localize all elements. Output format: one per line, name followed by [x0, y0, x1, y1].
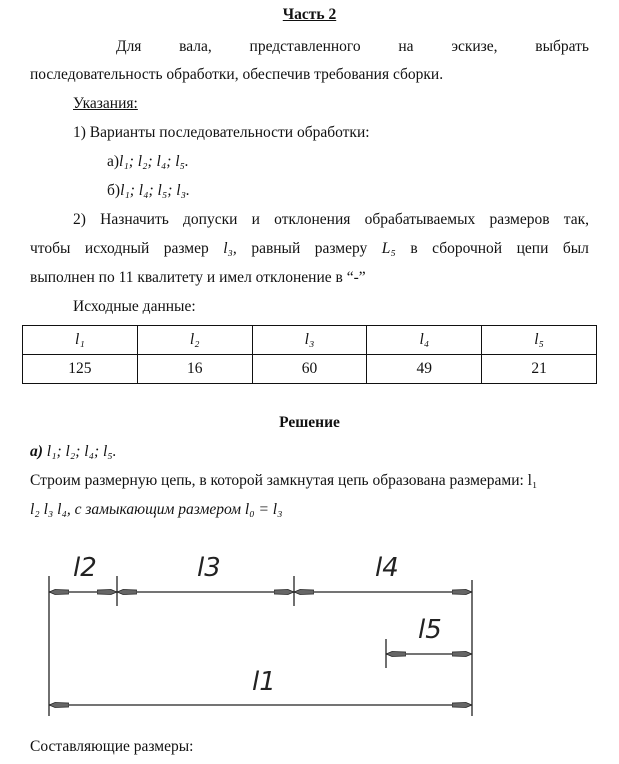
solution-variant-a — [30, 443, 117, 461]
variant-prefix: а) — [30, 443, 43, 460]
label-l2: l2 — [73, 553, 97, 583]
table-cell: 49 — [367, 355, 482, 384]
table-header: l₄ — [367, 326, 482, 355]
variant-prefix: б) — [107, 182, 121, 199]
word: цепи — [516, 240, 549, 257]
word: Для — [116, 38, 142, 55]
word: сборочной — [432, 240, 503, 257]
table-header: l₅ — [482, 326, 597, 355]
table-header: l₁ — [23, 326, 138, 355]
variant-a — [107, 153, 189, 171]
intro-line-1 — [116, 38, 589, 56]
label-l3: l3 — [197, 553, 221, 583]
label-l5: l5 — [418, 615, 442, 645]
solution-heading: Решение — [279, 414, 340, 431]
table-cell: 21 — [482, 355, 597, 384]
chain-text-line-2: l₂ l₃ l₄, с замыкающим размером l₀ = l₃ — [30, 501, 283, 518]
word: чтобы — [30, 240, 71, 257]
table-row — [23, 355, 597, 384]
instruction-1: 1) Варианты последовательности обработки: — [73, 124, 370, 141]
word: был — [562, 240, 589, 257]
instruction-2-line-1: 2) Назначить допуски и отклонения обрабатываемых размеров так, — [73, 211, 589, 228]
table-cell: 60 — [252, 355, 367, 384]
word: размер — [163, 240, 209, 257]
variant-sequence: l₁; l₄; l₅; l₃. — [120, 182, 190, 199]
word: l₃, — [223, 240, 237, 257]
intro-line-2: последовательность обработки, обеспечив требования сборки. — [30, 66, 444, 83]
variant-b — [107, 182, 190, 200]
word: размеру — [314, 240, 368, 257]
table-cell: 125 — [23, 355, 138, 384]
source-data-label: Исходные данные: — [73, 298, 196, 315]
instruction-2-line-3: выполнен по 11 квалитету и имел отклонение в “-” — [30, 269, 366, 286]
word: вала, — [179, 38, 212, 55]
word: эскизе, — [451, 38, 498, 55]
word: на — [398, 38, 414, 55]
page-title: Часть 2 — [282, 6, 337, 23]
variant-sequence: l₁; l₂; l₄; l₅. — [119, 153, 189, 170]
word: в — [410, 240, 418, 257]
variant-prefix: а) — [107, 153, 120, 170]
label-l1: l1 — [252, 667, 276, 697]
word: представленного — [249, 38, 361, 55]
word: равный — [251, 240, 301, 257]
instructions-heading: Указания: — [73, 95, 138, 112]
source-data-table — [22, 325, 597, 384]
dimension-chain-diagram — [0, 540, 619, 730]
chain-text-line-1: Строим размерную цепь, в которой замкнутая цепь образована размерами: l₁ — [30, 472, 538, 489]
table-header: l₂ — [137, 326, 252, 355]
table-cell: 16 — [137, 355, 252, 384]
word: L₅ — [381, 240, 396, 257]
table-header: l₃ — [252, 326, 367, 355]
variant-sequence: l₁; l₂; l₄; l₅. — [46, 443, 117, 460]
table-header-row — [23, 326, 597, 355]
word: исходный — [84, 240, 150, 257]
components-label: Составляющие размеры: — [30, 738, 194, 755]
instruction-2-line-2 — [30, 240, 589, 258]
label-l4: l4 — [375, 553, 399, 583]
word: выбрать — [535, 38, 589, 55]
